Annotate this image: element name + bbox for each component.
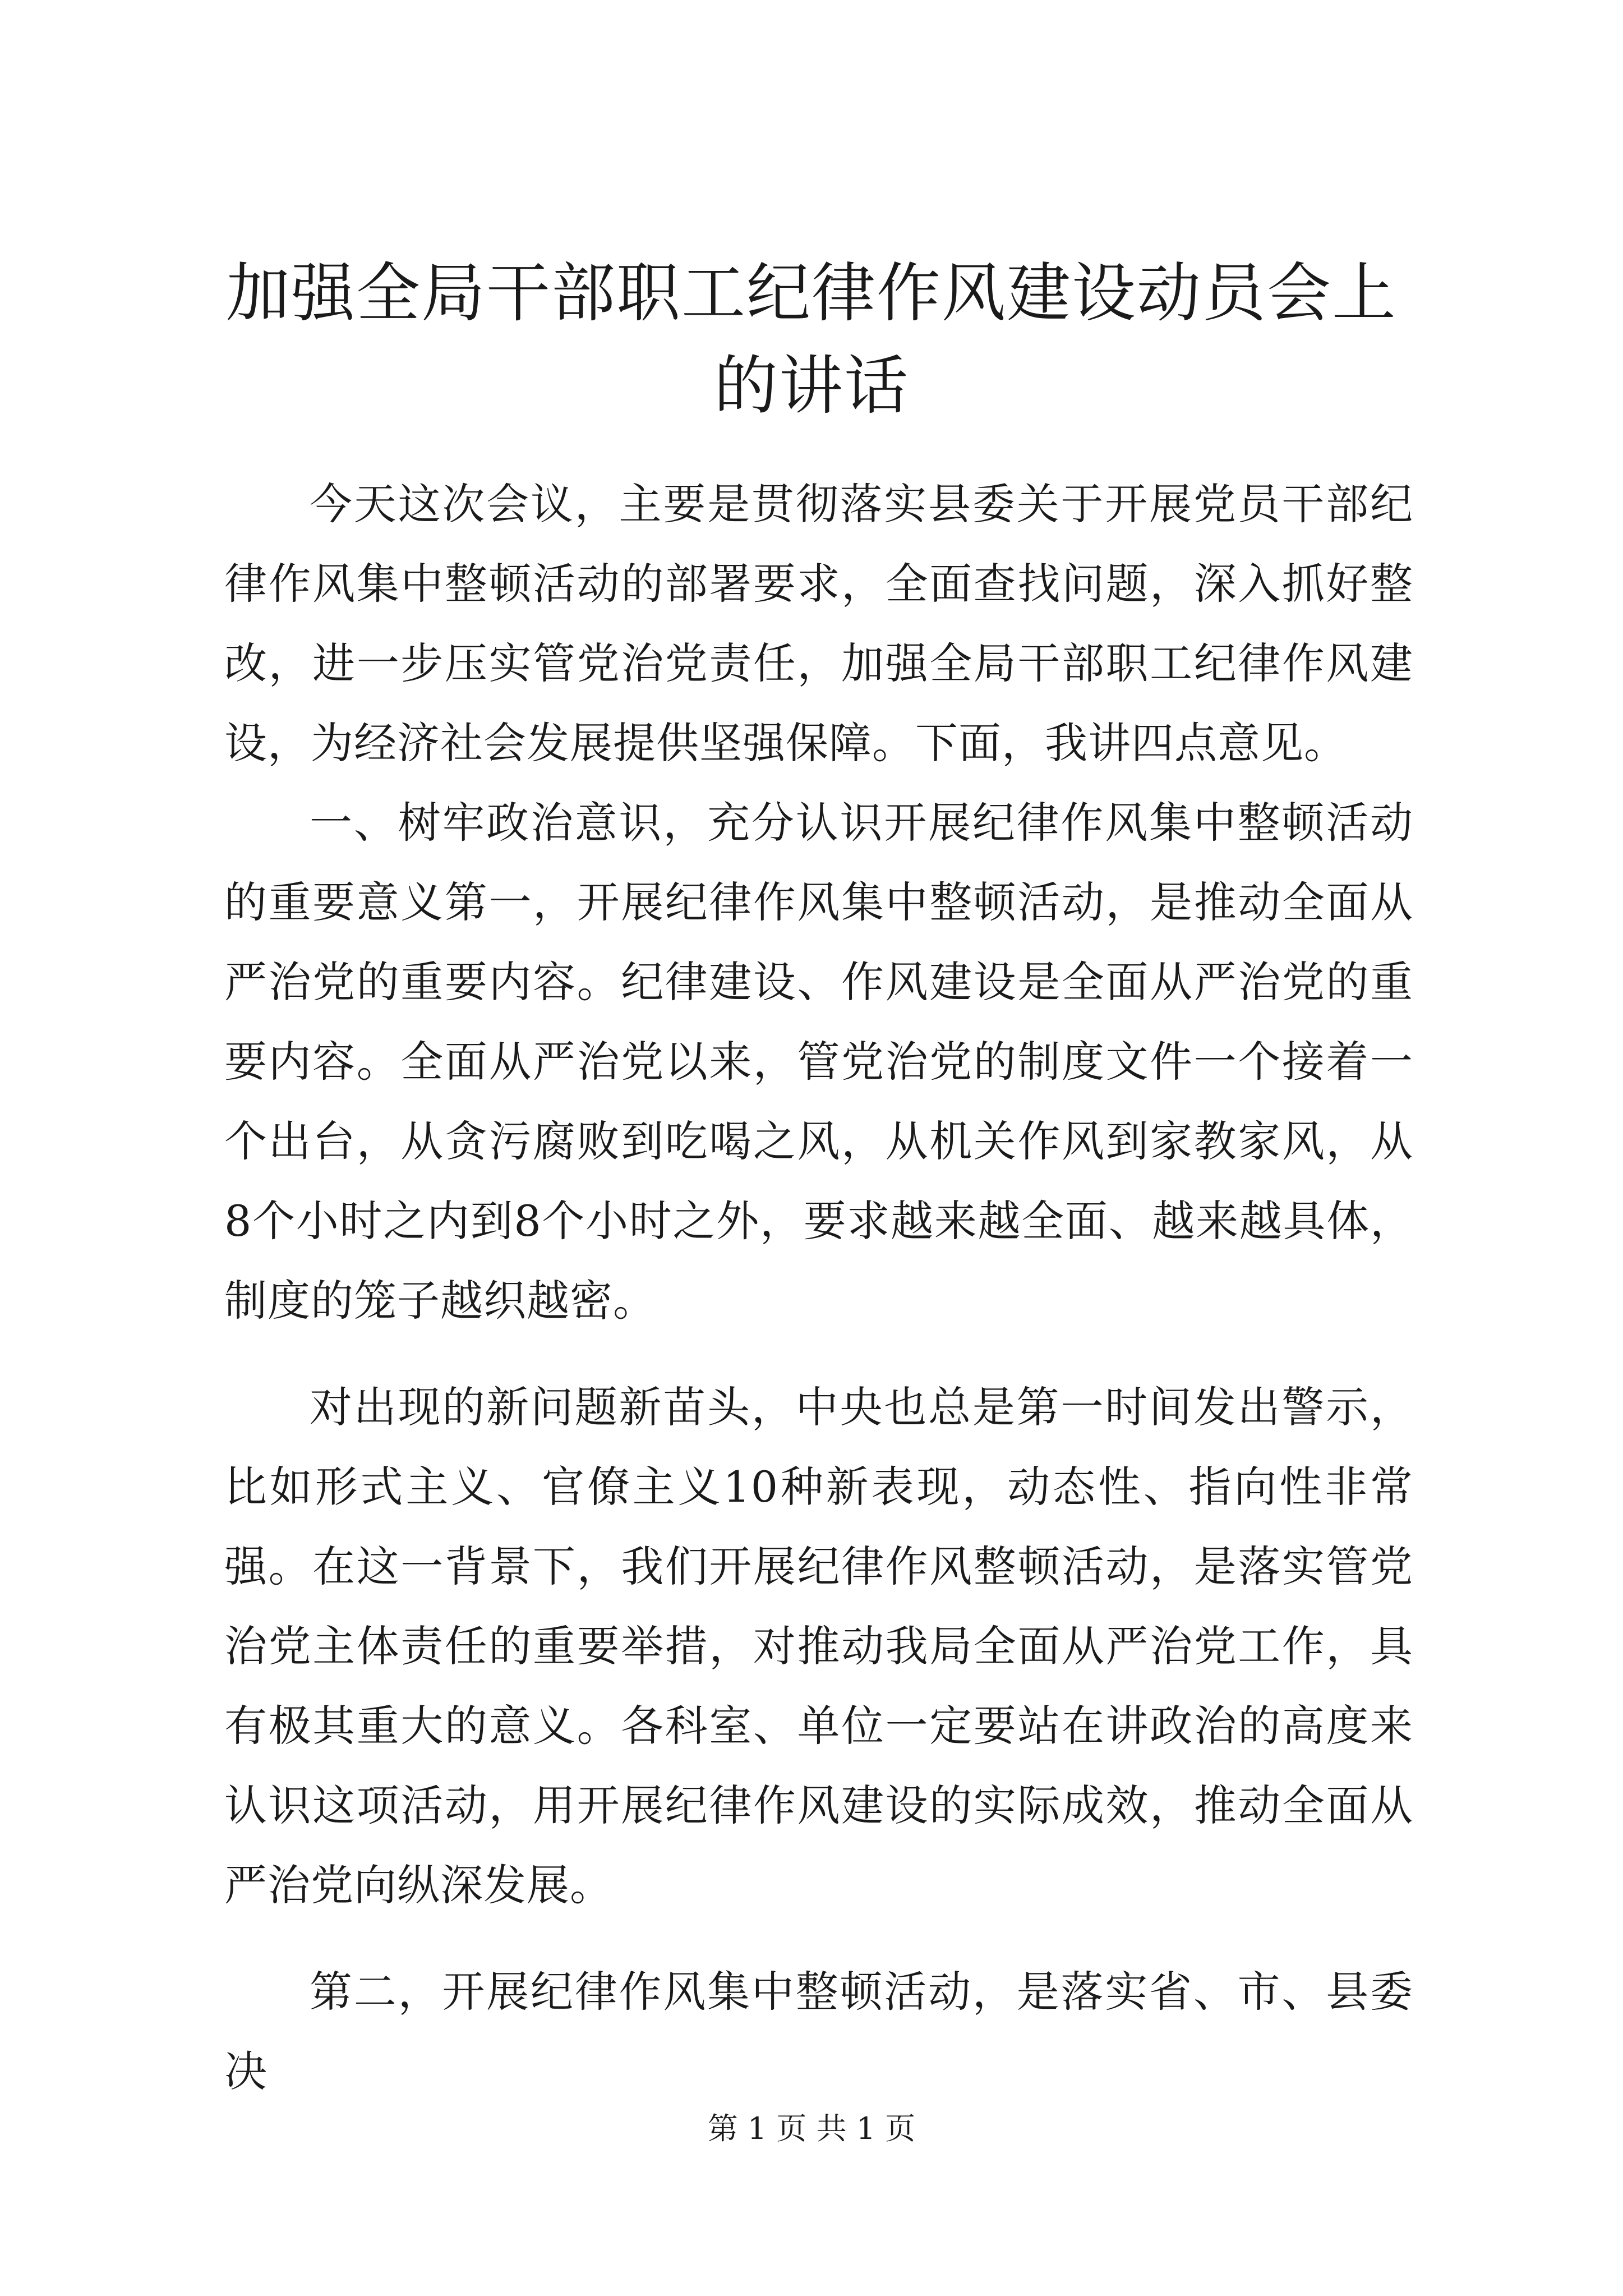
document-title: 加强全局干部职工纪律作风建设动员会上的讲话	[225, 256, 1397, 423]
paragraph-second-point: 第二，开展纪律作风集中整顿活动，是落实省、市、县委决	[224, 1967, 1413, 2096]
document-body	[224, 464, 1413, 2111]
paragraph-new-problems: 对出现的新问题新苗头，中央也总是第一时间发出警示，比如形式主义、官僚主义10种新表现，动态性、指向性非常强。在这一背景下，我们开展纪律作风整顿活动，是落实管党治党主体责任的重要举措，对推动我局全面从严治党工作，具有极其重大的意义。各科室、单位一定要站在讲政治的高度来认识这项活动，用开展纪律作风建设的实际成效，推动全面从严治党向纵深发展。	[224, 1382, 1413, 1910]
paragraph-section-one: 一、树牢政治意识，充分认识开展纪律作风集中整顿活动的重要意义第一，开展纪律作风集中整顿活动，是推动全面从严治党的重要内容。纪律建设、作风建设是全面从严治党的重要内容。全面从严治党以来，管党治党的制度文件一个接着一个出台，从贪污腐败到吃喝之风，从机关作风到家教家风，从8个小时之内到8个小时之外，要求越来越全面、越来越具体，制度的笼子越织越密。	[224, 798, 1413, 1326]
paragraph-intro: 今天这次会议，主要是贯彻落实县委关于开展党员干部纪律作风集中整顿活动的部署要求，全面查找问题，深入抓好整改，进一步压实管党治党责任，加强全局干部职工纪律作风建设，为经济社会发展提供坚强保障。下面，我讲四点意见。	[224, 479, 1413, 768]
page-number-footer: 第 1 页 共 1 页	[707, 2111, 916, 2146]
